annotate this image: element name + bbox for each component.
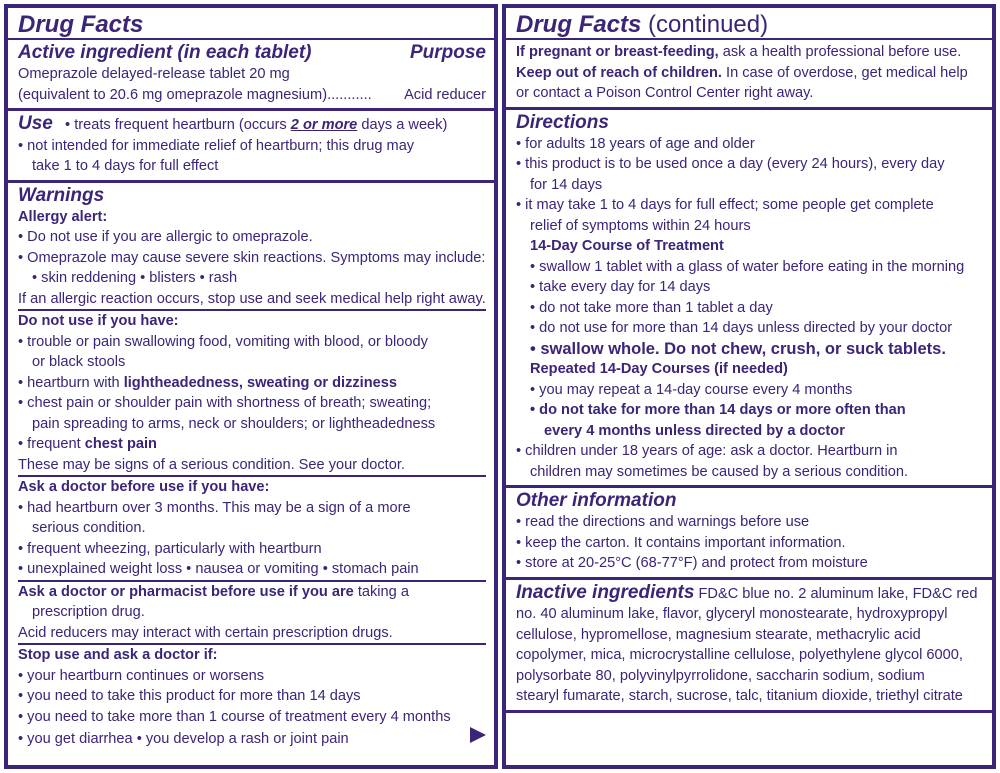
use-line-3: take 1 to 4 days for full effect bbox=[32, 158, 219, 174]
left-title-section bbox=[8, 8, 494, 40]
other-info-section bbox=[506, 488, 992, 580]
inactive-line-1: FD&C blue no. 2 aluminum lake, FD&C red bbox=[694, 585, 978, 602]
repeat-line-1: • you may repeat a 14-day course every 4 months bbox=[530, 381, 853, 398]
pregnancy-section bbox=[506, 40, 992, 110]
allergy-line-4: If an allergic reaction occurs, stop use and seek medical help right away. bbox=[18, 289, 486, 312]
dnu-line-3a: • heartburn with bbox=[18, 374, 124, 391]
preg-line-2a: Keep out of reach of children. bbox=[516, 64, 722, 81]
stop-line-4: • you get diarrhea • you develop a rash or joint pain bbox=[18, 731, 349, 747]
course-line-2: • take every day for 14 days bbox=[530, 279, 711, 295]
directions-heading: Directions bbox=[516, 111, 609, 133]
ask-line-3: • frequent wheezing, particularly with heartburn bbox=[18, 540, 322, 557]
stop-line-3: • you need to take more than 1 course of treatment every 4 months bbox=[18, 708, 451, 725]
active-ingredient-heading: Active ingredient (in each tablet) bbox=[18, 42, 312, 63]
course-line-4: • do not use for more than 14 days unless directed by your doctor bbox=[530, 320, 953, 336]
inactive-line-4: copolymer, mica, microcrystalline cellulose, polyethylene glycol 6000, bbox=[516, 647, 963, 663]
other-info-heading: Other information bbox=[516, 490, 677, 511]
dnu-line-3b: lightheadedness, sweating or dizziness bbox=[123, 374, 397, 391]
inactive-line-3: cellulose, hypromellose, magnesium stearate, methacrylic acid bbox=[516, 626, 921, 643]
right-title-suffix: (continued) bbox=[641, 11, 769, 38]
preg-line-2b: In case of overdose, get medical help bbox=[721, 64, 968, 81]
preg-line-3: or contact a Poison Control Center right away. bbox=[516, 85, 814, 101]
empty-bottom-section bbox=[506, 713, 992, 718]
stop-line-4-row bbox=[18, 727, 486, 750]
allergy-line-1: • Do not use if you are allergic to omeprazole. bbox=[18, 229, 313, 245]
allergy-line-2: • Omeprazole may cause severe skin reactions. Symptoms may include: bbox=[18, 249, 486, 266]
stop-line-1: • your heartburn continues or worsens bbox=[18, 667, 265, 684]
use-line-1b: 2 or more bbox=[290, 117, 358, 133]
preg-line-1b: ask a health professional before use. bbox=[718, 44, 962, 60]
use-line-2: • not intended for immediate relief of heartburn; this drug may bbox=[18, 137, 415, 154]
course-line-3: • do not take more than 1 tablet a day bbox=[530, 299, 773, 316]
purpose-text: Acid reducer bbox=[404, 86, 486, 103]
dnu-line-1: • trouble or pain swallowing food, vomiting with blood, or bloody bbox=[18, 333, 428, 350]
inactive-line-2: no. 40 aluminum lake, flavor, glyceryl monostearate, hydroxypropyl bbox=[516, 606, 948, 622]
continue-arrow-icon bbox=[470, 727, 486, 743]
repeat-heading: Repeated 14-Day Courses (if needed) bbox=[530, 361, 788, 377]
repeat-line-3: every 4 months unless directed by a doctor bbox=[544, 422, 845, 439]
use-section bbox=[8, 111, 494, 183]
active-dots: ........... bbox=[327, 86, 372, 103]
course-line-5: • swallow whole. Do not chew, crush, or suck tablets. bbox=[530, 339, 946, 358]
repeat-line-4: • children under 18 years of age: ask a doctor. Heartburn in bbox=[516, 443, 898, 459]
dnu-line-7: These may be signs of a serious condition. See your doctor. bbox=[18, 455, 486, 478]
use-line-1a: • treats frequent heartburn (occurs bbox=[65, 117, 291, 133]
drug-facts-left-panel bbox=[4, 4, 498, 769]
pharm-line-2: prescription drug. bbox=[32, 604, 145, 620]
active-ingredient-section bbox=[8, 40, 494, 111]
do-not-use-heading: Do not use if you have: bbox=[18, 313, 179, 329]
dir-line-5: relief of symptoms within 24 hours bbox=[530, 217, 751, 234]
ask-line-4: • unexplained weight loss • nausea or vomiting • stomach pain bbox=[18, 559, 486, 582]
repeat-line-5: children may sometimes be caused by a serious condition. bbox=[530, 463, 909, 480]
course-line-1: • swallow 1 tablet with a glass of water before eating in the morning bbox=[530, 258, 965, 275]
dir-line-3: for 14 days bbox=[530, 176, 603, 193]
active-line-1: Omeprazole delayed-release tablet 20 mg bbox=[18, 66, 290, 82]
repeat-line-2: • do not take for more than 14 days or more often than bbox=[530, 402, 906, 418]
warnings-heading: Warnings bbox=[18, 184, 105, 206]
other-line-1: • read the directions and warnings before use bbox=[516, 514, 810, 530]
ask-line-1: • had heartburn over 3 months. This may be a sign of a more bbox=[18, 499, 411, 516]
other-line-2: • keep the carton. It contains important information. bbox=[516, 534, 846, 551]
stop-line-2: • you need to take this product for more than 14 days bbox=[18, 688, 361, 704]
preg-line-1a: If pregnant or breast-feeding, bbox=[516, 44, 719, 60]
pharm-line-3: Acid reducers may interact with certain prescription drugs. bbox=[18, 623, 486, 646]
purpose-heading: Purpose bbox=[409, 42, 486, 63]
use-heading: Use bbox=[18, 113, 53, 134]
dnu-line-2: or black stools bbox=[32, 354, 126, 370]
allergy-line-3: • skin reddening • blisters • rash bbox=[32, 270, 238, 286]
dir-line-4: • it may take 1 to 4 days for full effect; some people get complete bbox=[516, 197, 934, 213]
allergy-heading: Allergy alert: bbox=[18, 208, 108, 225]
ask-line-2: serious condition. bbox=[32, 520, 146, 536]
active-line-2-text: (equivalent to 20.6 mg omeprazole magnesium) bbox=[18, 86, 328, 103]
directions-section bbox=[506, 110, 992, 489]
right-title-section bbox=[506, 8, 992, 40]
inactive-line-6: stearyl fumarate, starch, sucrose, talc, titanium dioxide, triethyl citrate bbox=[516, 688, 963, 704]
ask-pharmacist-heading: Ask a doctor or pharmacist before use if you are bbox=[18, 583, 354, 600]
right-title: Drug Facts bbox=[516, 11, 642, 38]
warnings-section bbox=[8, 183, 494, 753]
course-heading: 14-Day Course of Treatment bbox=[530, 238, 724, 254]
active-line-2 bbox=[18, 85, 486, 106]
dir-line-1: • for adults 18 years of age and older bbox=[516, 135, 755, 152]
use-line-1c: days a week) bbox=[357, 117, 448, 133]
other-line-3: • store at 20-25°C (68-77°F) and protect from moisture bbox=[516, 555, 868, 571]
dnu-line-5: pain spreading to arms, neck or shoulders; or lightheadedness bbox=[32, 415, 436, 432]
stop-use-heading: Stop use and ask a doctor if: bbox=[18, 647, 218, 663]
inactive-ingredients-section bbox=[506, 580, 992, 713]
dnu-line-4: • chest pain or shoulder pain with shortness of breath; sweating; bbox=[18, 395, 432, 411]
inactive-heading: Inactive ingredients bbox=[516, 581, 695, 603]
drug-facts-right-panel bbox=[502, 4, 996, 769]
dir-line-2: • this product is to be used once a day (every 24 hours), every day bbox=[516, 156, 945, 172]
pharm-line-1: taking a bbox=[353, 583, 409, 600]
inactive-line-5: polysorbate 80, polyvinylpyrrolidone, saccharin sodium, sodium bbox=[516, 667, 925, 684]
left-title: Drug Facts bbox=[18, 11, 144, 38]
dnu-line-6b: chest pain bbox=[84, 436, 157, 452]
ask-doctor-heading: Ask a doctor before use if you have: bbox=[18, 479, 270, 495]
dnu-line-6a: • frequent bbox=[18, 436, 85, 452]
